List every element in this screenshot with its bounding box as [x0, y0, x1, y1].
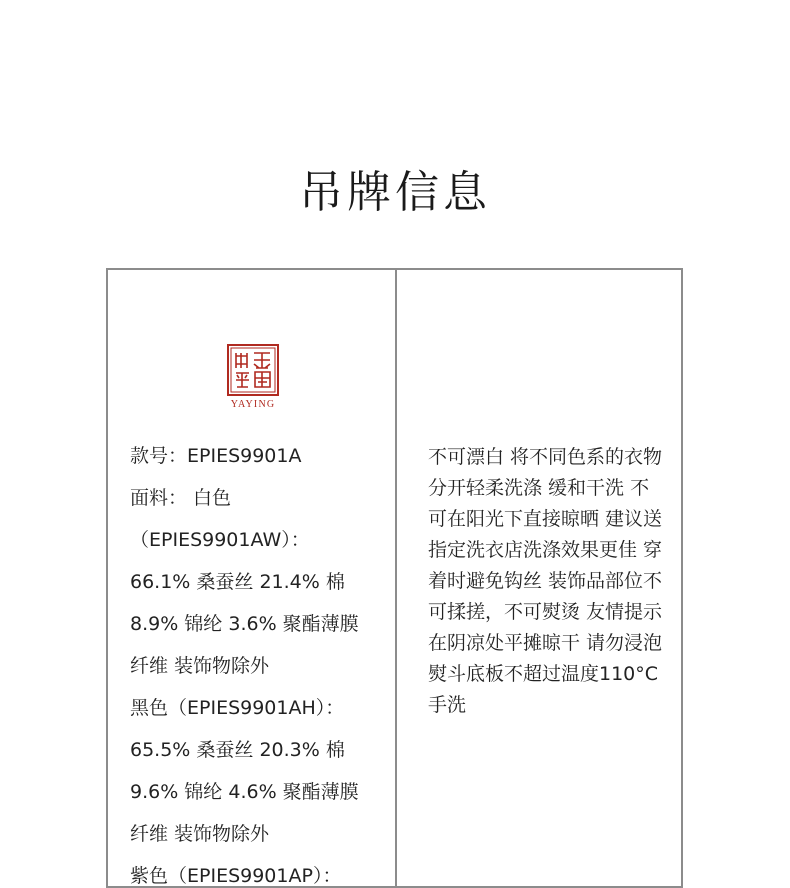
- spec-line: 9.6% 锦纶 4.6% 聚酯薄膜: [130, 781, 359, 803]
- care-line: 分开轻柔洗涤 缓和干洗 不: [428, 477, 650, 499]
- care-instructions: [428, 442, 662, 721]
- spec-line: （EPIES9901AW）：: [130, 529, 310, 551]
- care-line: 不可漂白 将不同色系的衣物: [428, 446, 663, 468]
- care-line: 手洗: [428, 694, 467, 716]
- care-line: 可在阳光下直接晾晒 建议送: [428, 508, 663, 530]
- spec-line: 紫色（EPIES9901AP）：: [130, 865, 342, 886]
- spec-line: 黑色（EPIES9901AH）：: [130, 697, 345, 719]
- spec-line: 65.5% 桑蚕丝 20.3% 棉: [130, 739, 345, 761]
- care-line: 可揉搓，不可熨烫 友情提示: [428, 601, 663, 623]
- seal-icon: [227, 344, 279, 396]
- spec-line: 8.9% 锦纶 3.6% 聚酯薄膜: [130, 613, 359, 635]
- care-line: 熨斗底板不超过温度110°C: [428, 663, 659, 685]
- care-line: 指定洗衣店洗涤效果更佳 穿: [428, 539, 663, 561]
- spec-list: [130, 435, 359, 886]
- brand-logo: [224, 344, 282, 410]
- care-line: 着时避免钩丝 装饰品部位不: [428, 570, 663, 592]
- care-line: 在阴凉处平摊晾干 请勿浸泡: [428, 632, 663, 654]
- spec-line: 纤维 装饰物除外: [130, 823, 270, 845]
- spec-line: 面料： 白色: [130, 487, 232, 509]
- brand-name: YAYING: [230, 399, 276, 410]
- spec-line: 66.1% 桑蚕丝 21.4% 棉: [130, 571, 345, 593]
- spec-line: 款号：EPIES9901A: [130, 445, 302, 467]
- hang-tag-table: [106, 268, 683, 888]
- spec-line: 纤维 装饰物除外: [130, 655, 270, 677]
- spec-column: [108, 270, 397, 886]
- page-title: 吊牌信息: [299, 167, 491, 218]
- care-column: [397, 270, 681, 886]
